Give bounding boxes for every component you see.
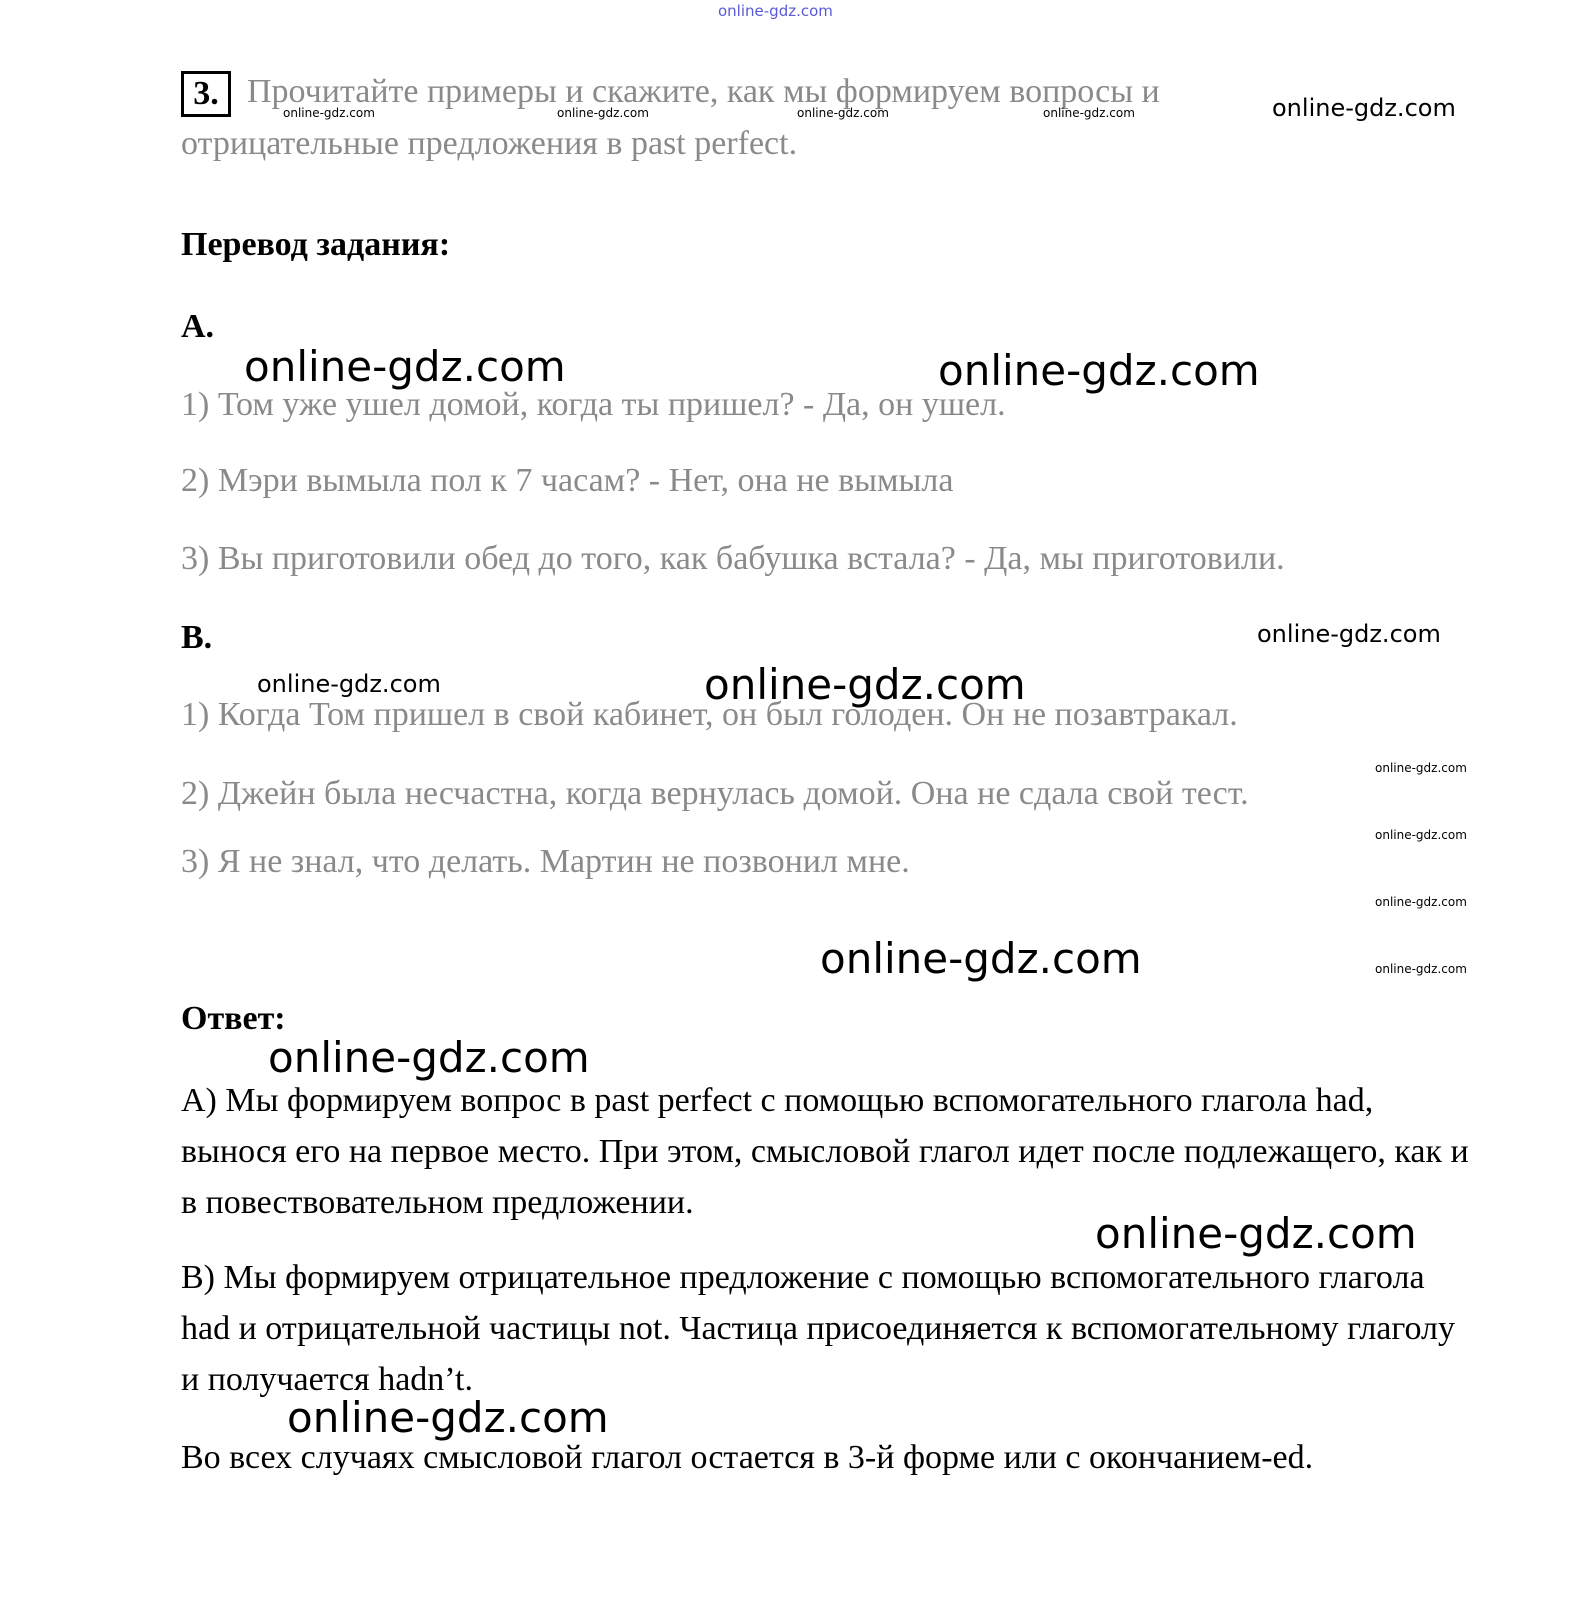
- watermark: online-gdz.com: [797, 106, 889, 120]
- watermark: online-gdz.com: [283, 106, 375, 120]
- watermark-top: online-gdz.com: [718, 2, 833, 20]
- watermark: online-gdz.com: [557, 106, 649, 120]
- section-a-item: 1) Том уже ушел домой, когда ты пришел? - Да, он ушел.: [181, 386, 1006, 423]
- section-b-item: 1) Когда Том пришел в свой кабинет, он был голоден. Он не позавтракал.: [181, 696, 1238, 733]
- watermark: online-gdz.com: [1095, 1209, 1417, 1258]
- section-b-item: 2) Джейн была несчастна, когда вернулась домой. Она не сдала свой тест.: [181, 775, 1249, 812]
- section-a-label: A.: [181, 308, 215, 345]
- watermark: online-gdz.com: [704, 660, 1026, 709]
- section-b-label: B.: [181, 619, 213, 656]
- watermark: online-gdz.com: [244, 342, 566, 391]
- watermark: online-gdz.com: [287, 1393, 609, 1442]
- watermark: online-gdz.com: [820, 934, 1142, 983]
- watermark: online-gdz.com: [257, 670, 441, 698]
- watermark: online-gdz.com: [1375, 828, 1467, 842]
- answer-paragraph-b: B) Мы формируем отрицательное предложение с помощью вспомогательного глагола had и отрицательной частицы not. Частица присоединяется к вспомогательному глаголу и получается hadn’t.: [181, 1259, 1455, 1398]
- answer-heading: Ответ:: [181, 1000, 286, 1037]
- watermark: online-gdz.com: [1375, 761, 1467, 775]
- watermark: online-gdz.com: [1375, 895, 1467, 909]
- task-number-box: 3.: [181, 71, 231, 117]
- answer-paragraph-a: A) Мы формируем вопрос в past perfect с помощью вспомогательного глагола had, вынося его на первое место. При этом, смысловой глагол идет после подлежащего, как и в повествовательном предложении.: [181, 1082, 1469, 1221]
- watermark: online-gdz.com: [1272, 94, 1456, 122]
- section-a-item: 2) Мэри вымыла пол к 7 часам? - Нет, она не вымыла: [181, 462, 954, 499]
- section-b-item: 3) Я не знал, что делать. Мартин не позвонил мне.: [181, 843, 910, 880]
- answer-paragraph-c: Во всех случаях смысловой глагол остается в 3-й форме или с окончанием-ed.: [181, 1439, 1314, 1476]
- task-text: Прочитайте примеры и скажите, как мы формируем вопросы и отрицательные предложения в past perfect.: [181, 73, 1160, 162]
- watermark: online-gdz.com: [1257, 620, 1441, 648]
- watermark: online-gdz.com: [1375, 962, 1467, 976]
- watermark: online-gdz.com: [268, 1033, 590, 1082]
- translation-heading: Перевод задания:: [181, 226, 451, 263]
- watermark: online-gdz.com: [938, 346, 1260, 395]
- section-a-item: 3) Вы приготовили обед до того, как бабушка встала? - Да, мы приготовили.: [181, 540, 1285, 577]
- watermark: online-gdz.com: [1043, 106, 1135, 120]
